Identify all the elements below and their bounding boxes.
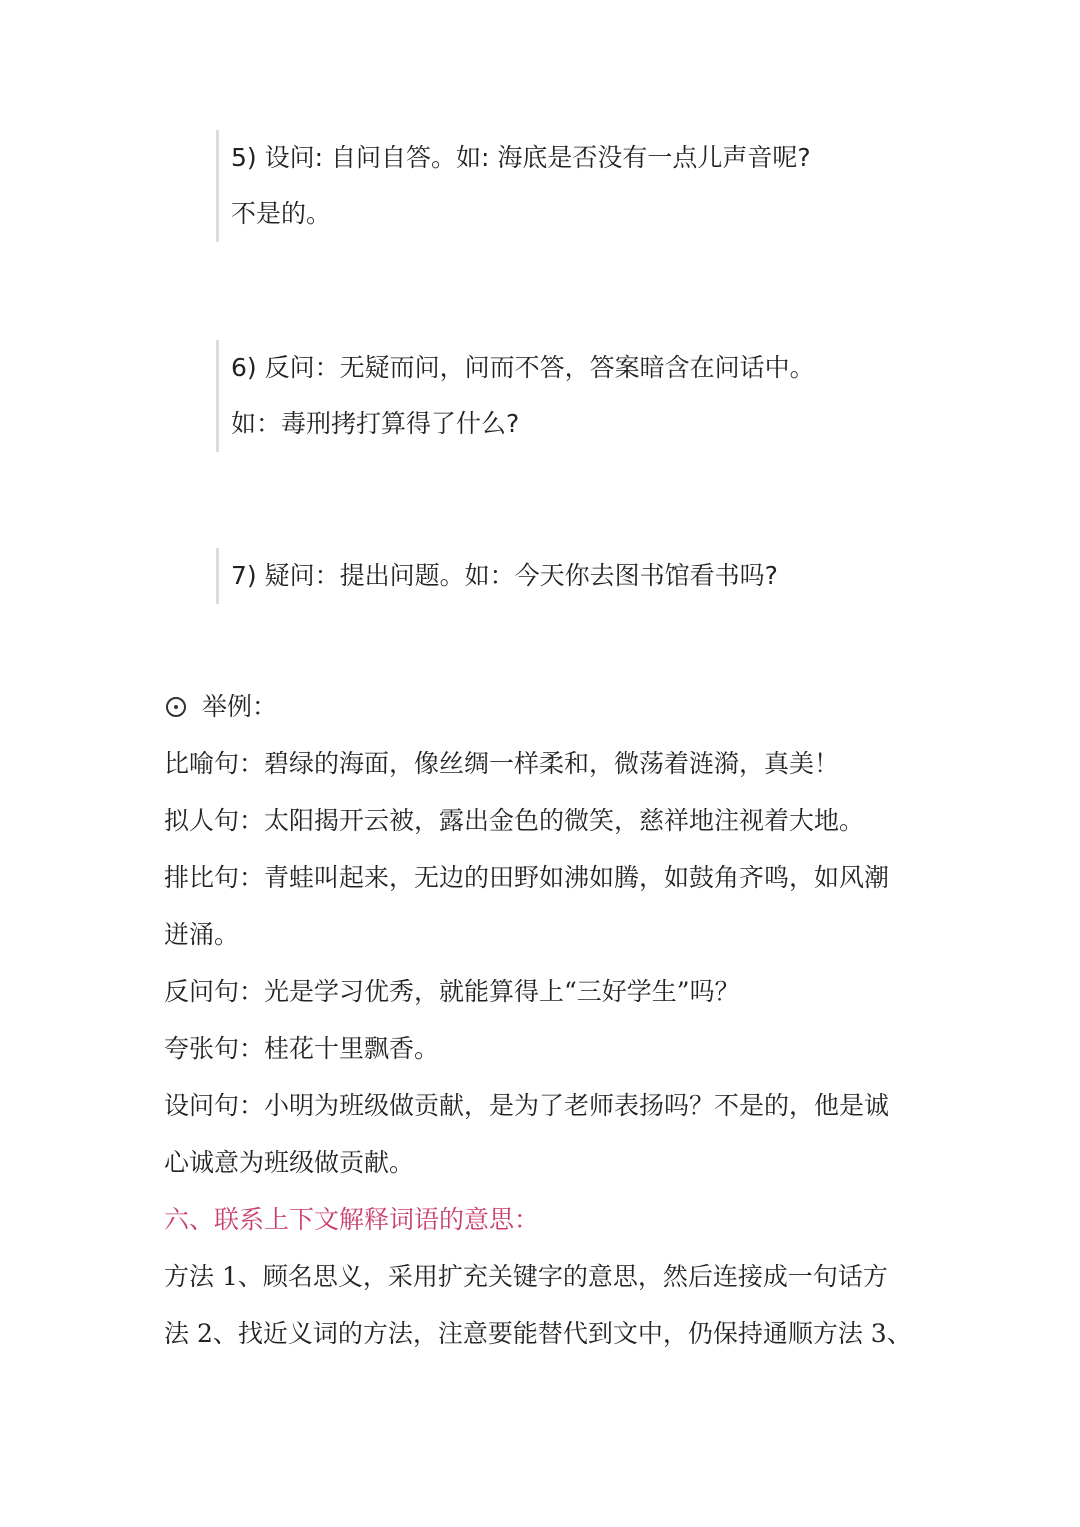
method-line: 法 2、找近义词的方法，注意要能替代到文中，仍保持通顺方法 3、 xyxy=(164,1319,912,1348)
quote-block-counter-question xyxy=(216,340,815,452)
example-line: 迸涌。 xyxy=(164,920,240,949)
quote-line: 不是的。 xyxy=(231,199,332,228)
quote-line: 7) 疑问：提出问题。如：今天你去图书馆看书吗? xyxy=(231,561,778,590)
method-line: 方法 1、顾名思义，采用扩充关键字的意思，然后连接成一句话方 xyxy=(164,1262,888,1291)
example-line: 排比句：青蛙叫起来，无边的田野如沸如腾，如鼓角齐鸣，如风潮 xyxy=(164,863,890,892)
example-line: 心诚意为班级做贡献。 xyxy=(164,1148,415,1177)
example-line: 拟人句：太阳揭开云被，露出金色的微笑，慈祥地注视着大地。 xyxy=(164,806,865,835)
circle-dot-icon xyxy=(166,697,186,717)
examples-heading: 举例： xyxy=(202,692,278,721)
quote-line: 如：毒刑拷打算得了什么? xyxy=(231,409,520,438)
quote-line: 5) 设问: 自问自答。如: 海底是否没有一点儿声音呢? xyxy=(231,143,811,172)
example-line: 夸张句：桂花十里飘香。 xyxy=(164,1034,440,1063)
quote-line: 6) 反问：无疑而问，问而不答，答案暗含在问话中。 xyxy=(231,353,815,382)
example-line: 比喻句：碧绿的海面，像丝绸一样柔和，微荡着涟漪，真美！ xyxy=(164,749,840,778)
quote-block-query xyxy=(216,548,778,604)
examples-heading-row xyxy=(164,678,934,735)
example-line: 设问句：小明为班级做贡献，是为了老师表扬吗？不是的，他是诚 xyxy=(164,1091,890,1120)
example-line: 反问句：光是学习优秀，就能算得上“三好学生”吗？ xyxy=(164,977,740,1006)
examples-section xyxy=(164,678,934,1362)
section-six-heading: 六、联系上下文解释词语的意思： xyxy=(164,1205,540,1234)
quote-block-rhetorical-question xyxy=(216,130,811,242)
